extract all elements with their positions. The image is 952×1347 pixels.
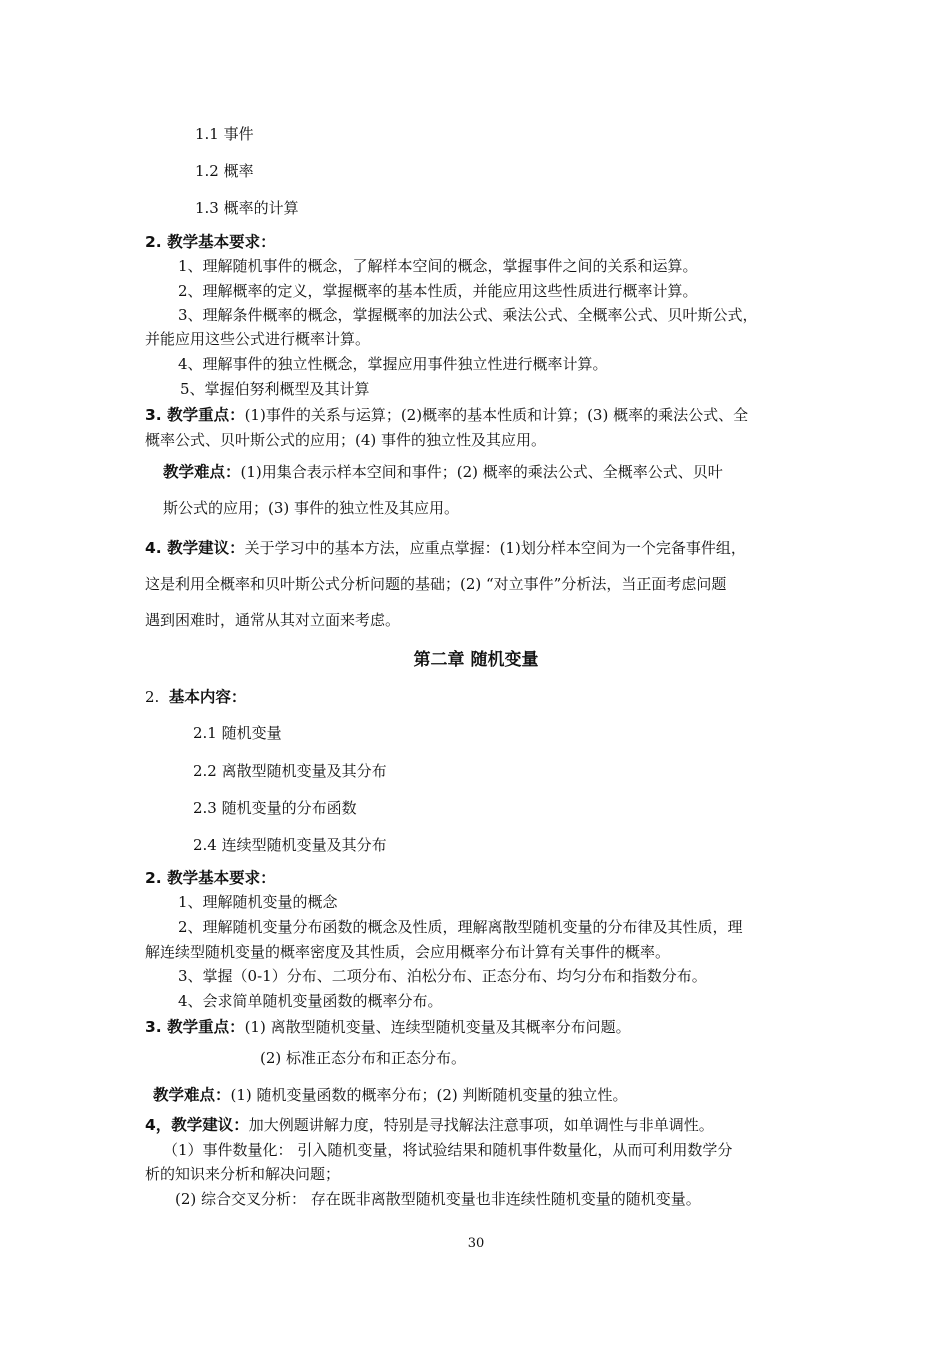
suggestions-line xyxy=(145,538,746,558)
paragraph-line: 析的知识来分析和解决问题； xyxy=(145,1165,341,1183)
content-heading: 基本内容： xyxy=(168,688,247,706)
key-points-line xyxy=(145,405,748,425)
toc-item-1-3: 1.3 概率的计算 xyxy=(195,199,299,217)
paragraph-line: 1、理解随机变量的概念 xyxy=(178,893,338,911)
paragraph-line: 4、会求简单随机变量函数的概率分布。 xyxy=(178,992,443,1010)
content-heading-number: 2. xyxy=(145,688,160,706)
toc-item-2-4: 2.4 连续型随机变量及其分布 xyxy=(193,836,387,854)
paragraph-line: 斯公式的应用；(3) 事件的独立性及其应用。 xyxy=(163,499,460,517)
suggestions-text: 加大例题讲解力度，特别是寻找解法注意事项，如单调性与非单调性。 xyxy=(248,1116,714,1134)
toc-item-1-1: 1.1 事件 xyxy=(195,125,254,143)
section-heading-key-points: 3. 教学重点： xyxy=(145,406,245,424)
toc-item-1-2: 1.2 概率 xyxy=(195,162,254,180)
key-points-text: (1)事件的关系与运算；(2)概率的基本性质和计算；(3) 概率的乘法公式、全 xyxy=(244,406,749,424)
difficulties-text: (1)用集合表示样本空间和事件；(2) 概率的乘法公式、全概率公式、贝叶 xyxy=(240,463,723,481)
paragraph-line: 遇到困难时，通常从其对立面来考虑。 xyxy=(145,611,401,629)
difficulties-text: (1) 随机变量函数的概率分布；(2) 判断随机变量的独立性。 xyxy=(230,1086,628,1104)
toc-item-2-3: 2.3 随机变量的分布函数 xyxy=(193,799,357,817)
paragraph-line: 概率公式、贝叶斯公式的应用；(4) 事件的独立性及其应用。 xyxy=(145,431,547,449)
paragraph-line: (2) 标准正态分布和正态分布。 xyxy=(260,1049,467,1067)
key-points-line xyxy=(145,1017,631,1037)
paragraph-line: 3、理解条件概率的概念，掌握概率的加法公式、乘法公式、全概率公式、贝叶斯公式， xyxy=(178,306,758,324)
section-heading-requirements: 2. 教学基本要求： xyxy=(145,233,276,251)
paragraph-line: (2) 综合交叉分析： 存在既非离散型随机变量也非连续性随机变量的随机变量。 xyxy=(175,1190,701,1208)
paragraph-line: 3、掌握（0-1）分布、二项分布、泊松分布、正态分布、均匀分布和指数分布。 xyxy=(178,967,707,985)
paragraph-line: （1）事件数量化： 引入随机变量，将试验结果和随机事件数量化，从而可利用数学分 xyxy=(163,1141,733,1159)
page-number: 30 xyxy=(467,1236,485,1251)
section-heading-suggestions: 4，教学建议： xyxy=(145,1116,249,1134)
section-heading-key-points: 3. 教学重点： xyxy=(145,1018,245,1036)
content-heading-line xyxy=(145,687,246,707)
suggestions-line xyxy=(145,1115,714,1135)
key-points-text: (1) 离散型随机变量、连续型随机变量及其概率分布问题。 xyxy=(244,1018,631,1036)
section-heading-difficulties: 教学难点： xyxy=(163,463,241,481)
difficulties-line xyxy=(163,462,723,482)
section-heading-difficulties: 教学难点： xyxy=(153,1086,231,1104)
paragraph-line: 并能应用这些公式进行概率计算。 xyxy=(145,330,371,348)
paragraph-line: 2、理解随机变量分布函数的概念及性质，理解离散型随机变量的分布律及其性质，理 xyxy=(178,918,743,936)
toc-item-2-2: 2.2 离散型随机变量及其分布 xyxy=(193,762,387,780)
paragraph-line: 2、理解概率的定义，掌握概率的基本性质，并能应用这些性质进行概率计算。 xyxy=(178,282,698,300)
section-heading-requirements: 2. 教学基本要求： xyxy=(145,869,276,887)
paragraph-line: 1、理解随机事件的概念，了解样本空间的概念，掌握事件之间的关系和运算。 xyxy=(178,257,698,275)
paragraph-line: 5、掌握伯努利概型及其计算 xyxy=(180,380,370,398)
chapter-title: 第二章 随机变量 xyxy=(413,650,539,670)
paragraph-line: 4、理解事件的独立性概念，掌握应用事件独立性进行概率计算。 xyxy=(178,355,608,373)
toc-item-2-1: 2.1 随机变量 xyxy=(193,724,282,742)
difficulties-line xyxy=(153,1085,628,1105)
paragraph-line: 解连续型随机变量的概率密度及其性质，会应用概率分布计算有关事件的概率。 xyxy=(145,943,671,961)
section-heading-suggestions: 4. 教学建议： xyxy=(145,539,245,557)
paragraph-line: 这是利用全概率和贝叶斯公式分析问题的基础；(2) “对立事件”分析法，当正面考虑问题 xyxy=(145,575,727,593)
suggestions-text: 关于学习中的基本方法，应重点掌握：(1)划分样本空间为一个完备事件组， xyxy=(244,539,746,557)
